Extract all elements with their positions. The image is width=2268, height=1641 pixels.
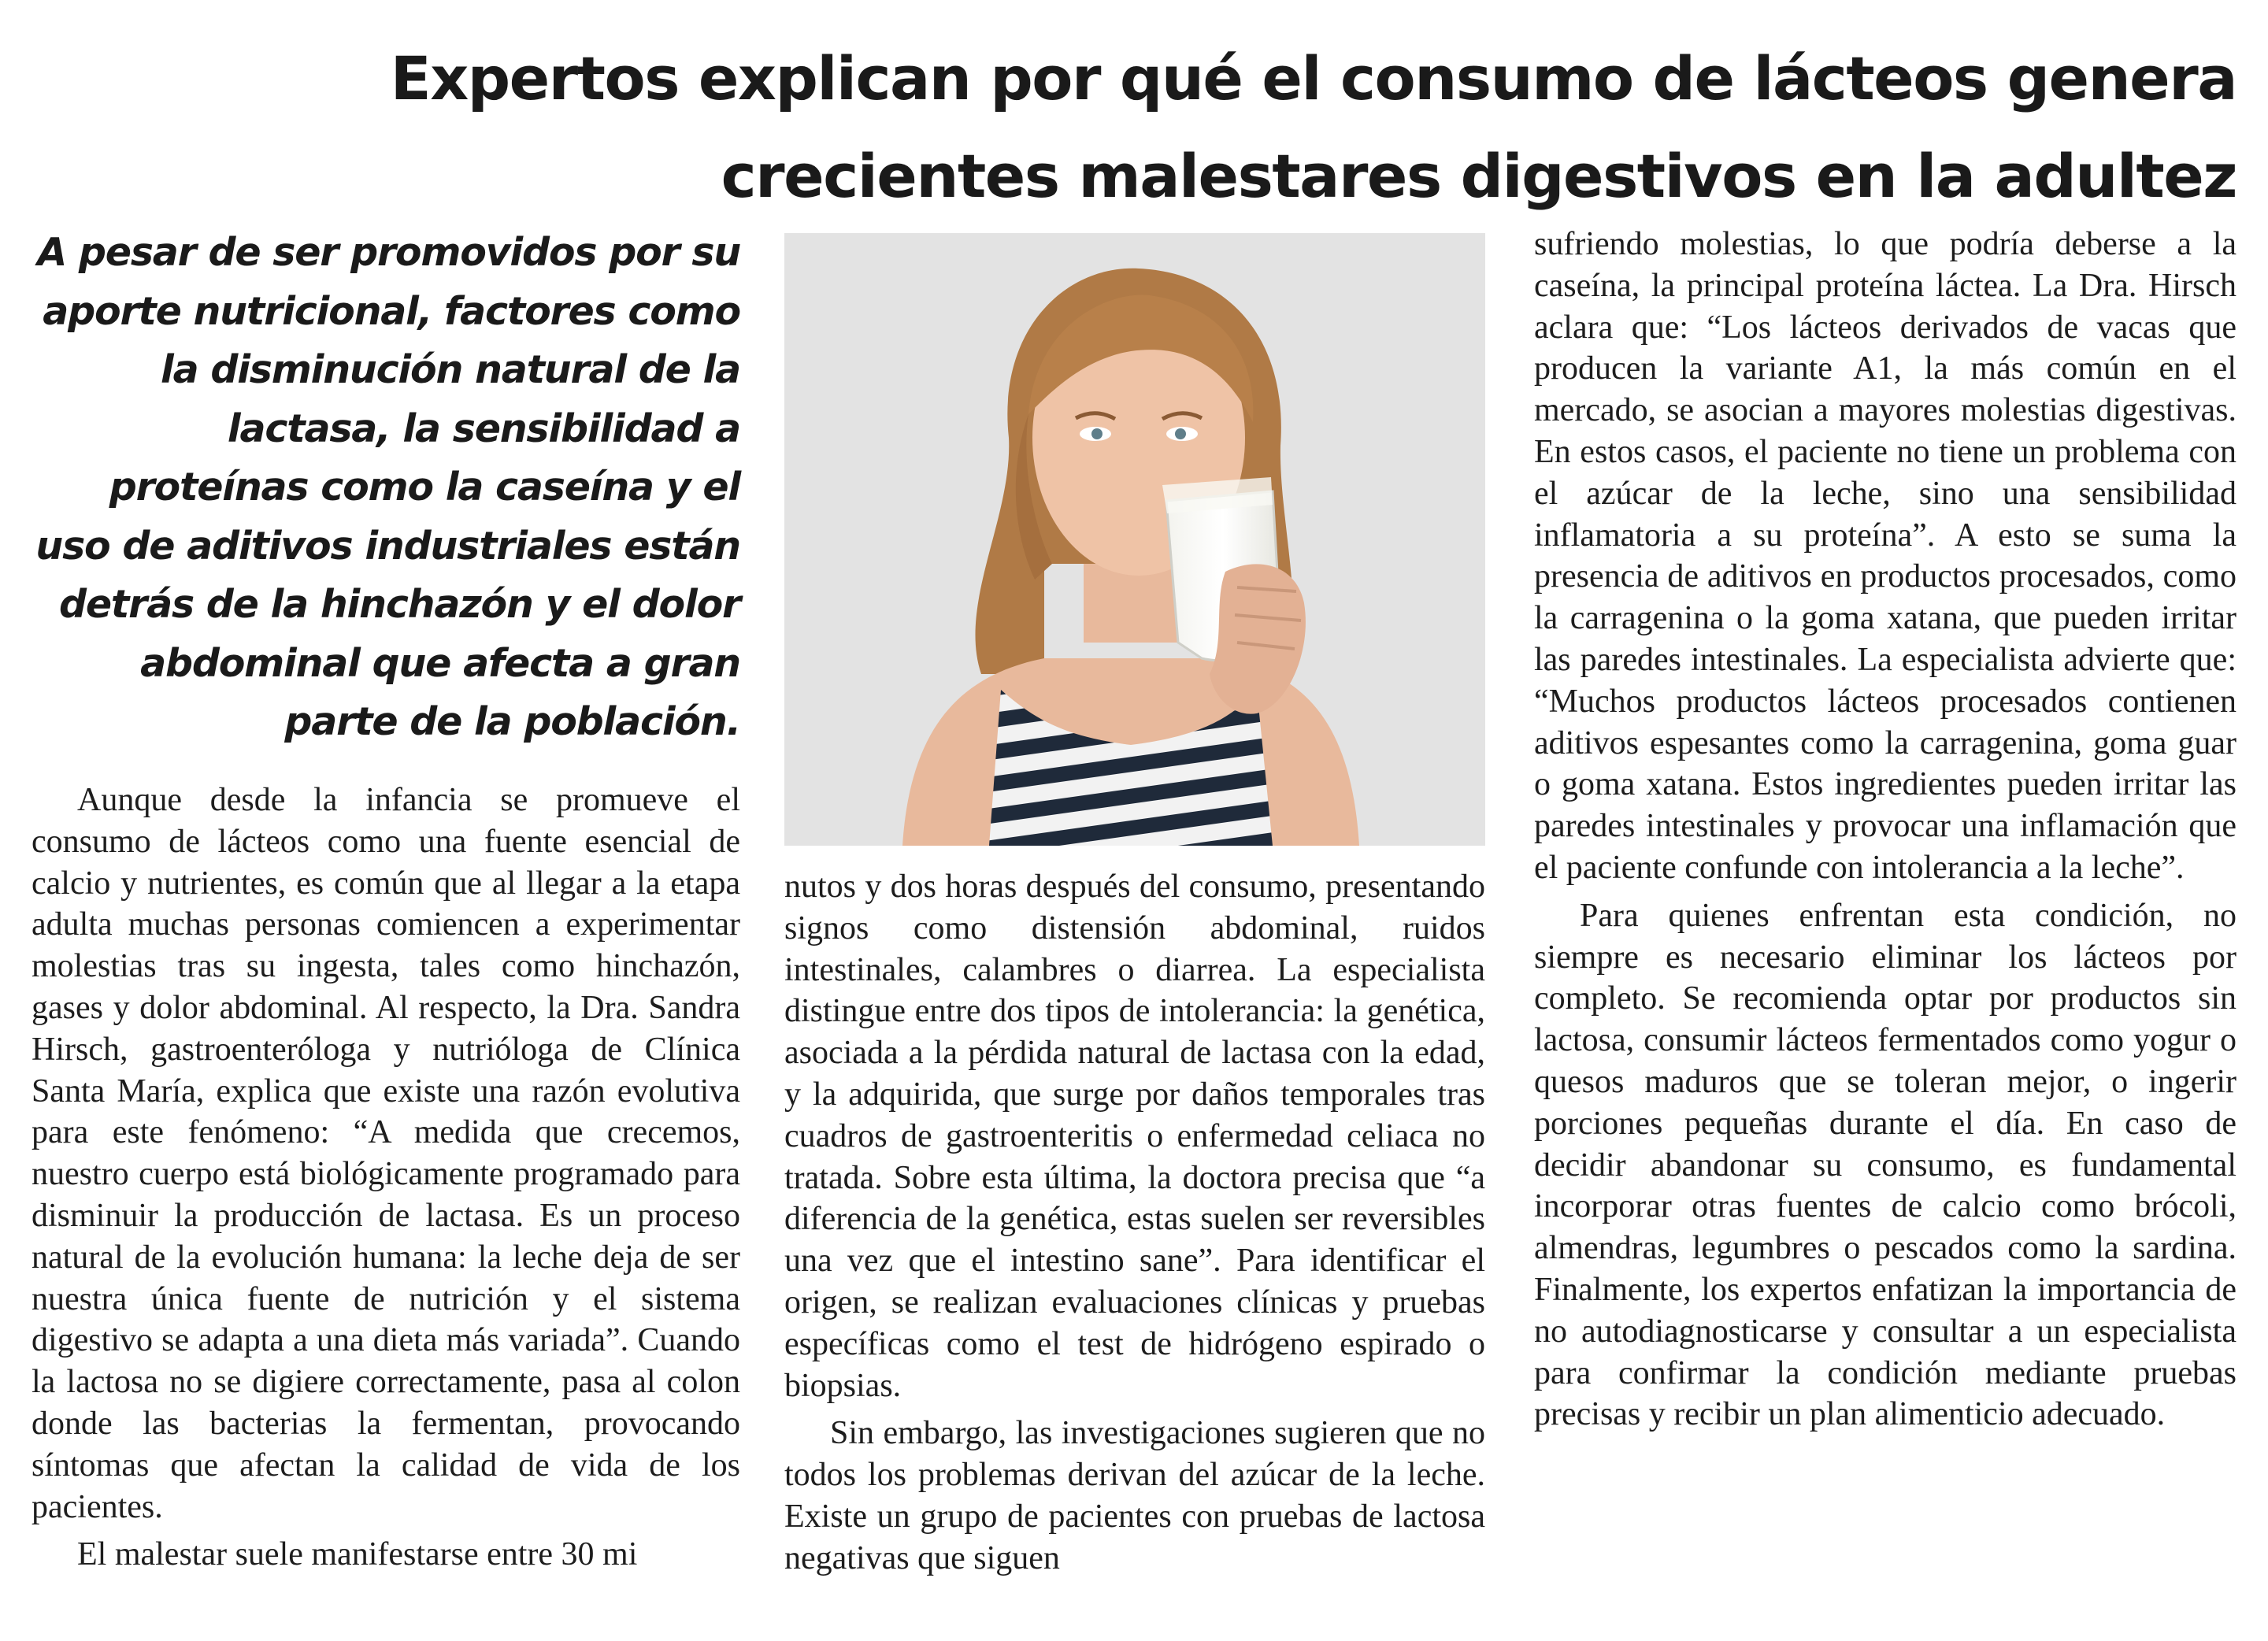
body-column-1 xyxy=(32,780,740,1576)
body-paragraph: sufriendo molestias, lo que podría deberse a la caseína, la principal proteína láctea. La Dra. Hirsch aclara que: “Los lácteos derivados de vacas que producen la variante A1, la más común en el mercado, se asocian a mayores molestias digestivas. En estos casos, el paciente no tiene un problema con el azúcar de la leche, sino una sensibilidad inflamatoria a su proteína”. A esto se suma la presencia de aditivos en productos procesados, como la carragenina o la goma xatana, que pueden irritar las paredes intestinales. La especialista advierte que: “Muchos productos lácteos procesados contienen aditivos espesantes como la carragenina, goma guar o goma xatana. Estos ingredientes pueden irritar las paredes intestinales y provocar una inflamación que el paciente confunde con intolerancia a la leche”. xyxy=(1534,226,2236,886)
article-deck: A pesar de ser promovidos por su aporte nutricional, factores como la disminución natural de la lactasa, la sensibilidad a proteínas como la caseína y el uso de aditivos industriales están detrás de la hinchazón y el dolor abdominal que afecta a gran parte de la población. xyxy=(35,230,740,744)
headline: Expertos explican por qué el consumo de lácteos genera crecientes malestares digestivos en la adultez xyxy=(390,43,2236,211)
body-column-2 xyxy=(784,866,1485,1580)
body-paragraph: El malestar suele manifestarse entre 30 mi xyxy=(77,1536,638,1573)
body-paragraph: nutos y dos horas después del consumo, presentando signos como distensión abdominal, ruidos intestinales, calambres o diarrea. La especialista distingue entre dos tipos de intolerancia: la genética, asociada a la pérdida natural de lactasa con la edad, y la adquirida, que surge por daños temporales tras cuadros de gastroenteritis o enfermedad celiaca no tratada. Sobre esta última, la doctora precisa que “a diferencia de la genética, estas suelen ser reversibles una vez que el intestino sane”. Para identificar el origen, se realizan evaluaciones clínicas y pruebas específicas como el test de hidrógeno espirado o biopsias. xyxy=(784,869,1485,1404)
body-column-3 xyxy=(1534,224,2236,1435)
body-paragraph: Para quienes enfrentan esta condición, no siempre es necesario eliminar los lácteos por completo. Se recomienda optar por productos sin lactosa, consumir lácteos fermentados como yogur o quesos maduros que se toleran mejor, o ingerir porciones pequeñas durante el día. En caso de decidir abandonar su consumo, es fundamental incorporar otras fuentes de calcio como brócoli, almendras, legumbres o pescados como la sardina. Finalmente, los expertos enfatizan la importancia de no autodiagnosticarse y consultar a un especialista para confirmar la condición mediante pruebas precisas y recibir un plan alimenticio adecuado. xyxy=(1534,897,2236,1433)
body-paragraph: Sin embargo, las investigaciones sugieren que no todos los problemas derivan del azúcar de la leche. Existe un grupo de pacientes con pruebas de lactosa negativas que siguen xyxy=(784,1415,1485,1576)
body-paragraph: Aunque desde la infancia se promueve el consumo de lácteos como una fuente esencial de calcio y nutrientes, es común que al llegar a la etapa adulta muchas personas comiencen a experimentar molestias tras su ingesta, tales como hinchazón, gases y dolor abdominal. Al respecto, la Dra. Sandra Hirsch, gastroenteróloga y nutrióloga de Clínica Santa María, explica que existe una razón evolutiva para este fenómeno: “A medida que crecemos, nuestro cuerpo está biológicamente programado para disminuir la producción de lactasa. Es un proceso natural de la evolución humana: la leche deja de ser nuestra única fuente de nutrición y el sistema digestivo se adapta a una dieta más variada”. Cuando la lactosa no se digiere correctamente, pasa al colon donde las bacterias la fermentan, provocando síntomas que afectan la calidad de vida de los pacientes. xyxy=(32,782,740,1525)
article-photo xyxy=(784,233,1485,846)
